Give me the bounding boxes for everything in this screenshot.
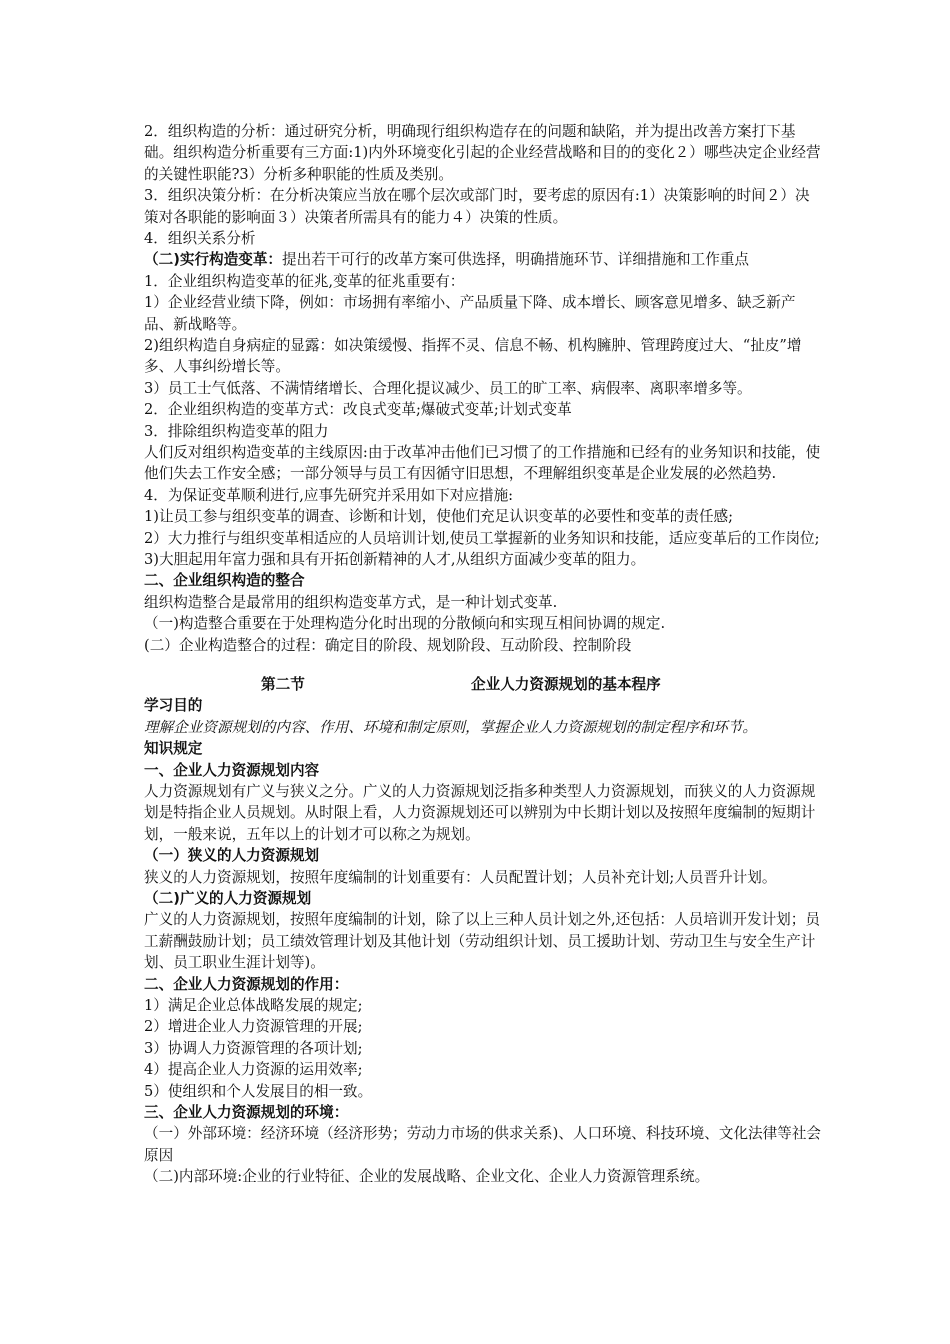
heading-hr-role: 二、企业人力资源规划的作用：: [144, 975, 349, 993]
list-item-role: 3）协调人力资源管理的各项计划;: [144, 1039, 363, 1057]
heading-hr-content: 一、企业人力资源规划内容: [144, 761, 320, 779]
paragraph-integration-2: (二）企业构造整合的过程：确定目的阶段、规划阶段、互动阶段、控制阶段: [144, 636, 632, 654]
list-item-sign-1: 1）企业经营业绩下降，例如：市场拥有率缩小、产品质量下降、成本增长、顾客意见增多、缺乏新产品、新战略等。: [144, 294, 796, 333]
paragraph-external-env: （一）外部环境：经济环境（经济形势；劳动力市场的供求关系)、人口环境、科技环境、文化法律等社会原因: [144, 1125, 822, 1164]
list-item-sign-3: 3）员工士气低落、不满情绪增长、合理化提议减少、员工的旷工率、病假率、离职率增多等。: [144, 379, 752, 397]
section-number: 第二节: [261, 676, 305, 693]
heading-broad-plan: （二)广义的人力资源规划: [144, 889, 312, 907]
reform-heading: （二)实行构造变革：: [144, 251, 283, 269]
paragraph-learning-goal: 理解企业资源规划的内容、作用、环境和制定原则，掌握企业人力资源规划的制定程序和环节。: [144, 718, 757, 736]
paragraph-reform-modes: 2．企业组织构造的变革方式：改良式变革;爆破式变革;计划式变革: [144, 401, 572, 419]
list-item-role: 1）满足企业总体战略发展的规定;: [144, 996, 363, 1014]
list-item-measure-1: 1)让员工参与组织变革的调查、诊断和计划，使他们充足认识变革的必要性和变革的责任感;: [144, 508, 734, 526]
heading-learning-goal: 学习目的: [144, 697, 203, 715]
heading-hr-environment: 三、企业人力资源规划的环境：: [144, 1103, 349, 1121]
paragraph-relation-analysis: 4．组织关系分析: [144, 230, 256, 248]
list-item-measure-3: 3)大胆起用年富力强和具有开拓创新精神的人才,从组织方面减少变革的阻力。: [144, 551, 646, 569]
section-title: [144, 674, 824, 695]
document-page: [144, 121, 824, 1188]
list-item-sign-2: 2)组织构造自身病症的显露：如决策缓慢、指挥不灵、信息不畅、机构臃肿、管理跨度过大、“扯皮”增多、人事纠纷增长等。: [144, 337, 802, 376]
reform-text: 提出若干可行的改革方案可供选择，明确措施环节、详细措施和工作重点: [282, 251, 750, 269]
list-item-role: 5）使组织和个人发展目的相一致。: [144, 1082, 373, 1100]
heading-knowledge: 知识规定: [144, 740, 203, 758]
paragraph-structure-analysis: 2．组织构造的分析：通过研究分析，明确现行组织构造存在的问题和缺陷，并为提出改善方案打下基础。组织构造分析重要有三方面:1)内外环境变化引起的企业经营战略和目的的变化２）哪些决定企业经营的关键性职能?3）分析多种职能的性质及类别。: [144, 123, 821, 183]
paragraph-resistance-text: 人们反对组织构造变革的主线原因:由于改革冲击他们已习惯了的工作措施和已经有的业务知识和技能，使他们失去工作安全感；一部分领导与员工有因循守旧思想，不理解组织变革是企业发展的必然趋势.: [144, 444, 821, 483]
paragraph-signs-intro: 1．企业组织构造变革的征兆,变革的征兆重要有：: [144, 272, 465, 290]
paragraph-hr-content: 人力资源规划有广义与狭义之分。广义的人力资源规划泛指多种类型人力资源规划，而狭义的人力资源规划是特指企业人员规划。从时限上看，人力资源规划还可以辨别为中长期计划以及按照年度编制的短期计划，一般来说，五年以上的计划才可以称之为规划。: [144, 782, 816, 843]
paragraph-reform: [144, 249, 824, 270]
paragraph-narrow-plan: 狭义的人力资源规划，按照年度编制的计划重要有：人员配置计划；人员补充计划;人员晋升计划。: [144, 868, 777, 886]
paragraph-integration-def: 组织构造整合是最常用的组织构造变革方式，是一种计划式变革.: [144, 593, 558, 611]
paragraph-measures-intro: 4．为保证变革顺利进行,应事先研究并采用如下对应措施:: [144, 486, 514, 504]
list-item-measure-2: 2）大力推行与组织变革相适应的人员培训计划,使员工掌握新的业务知识和技能，适应变革后的工作岗位;: [144, 529, 820, 547]
paragraph-internal-env: （二)内部环境:企业的行业特征、企业的发展战略、企业文化、企业人力资源管理系统。: [144, 1168, 710, 1186]
list-item-role: 4）提高企业人力资源的运用效率;: [144, 1061, 363, 1079]
paragraph-resistance-heading: 3．排除组织构造变革的阻力: [144, 422, 329, 440]
paragraph-decision-analysis: 3．组织决策分析：在分析决策应当放在哪个层次或部门时，要考虑的原因有:1）决策影响的时间２）决策对各职能的影响面３）决策者所需具有的能力４）决策的性质。: [144, 187, 810, 226]
heading-narrow-plan: （一）狭义的人力资源规划: [144, 847, 320, 865]
section-gap: [144, 656, 824, 674]
heading-integration: 二、企业组织构造的整合: [144, 572, 305, 590]
list-item-role: 2）增进企业人力资源管理的开展;: [144, 1018, 363, 1036]
section-title-text: 企业人力资源规划的基本程序: [471, 676, 661, 693]
paragraph-broad-plan: 广义的人力资源规划，按照年度编制的计划，除了以上三种人员计划之外,还包括：人员培训开发计划；员工薪酬鼓励计划；员工绩效管理计划及其他计划（劳动组织计划、员工援助计划、劳动卫生与安全生产计划、员工职业生涯计划等)。: [144, 911, 820, 972]
paragraph-integration-1: （一)构造整合重要在于处理构造分化时出现的分散倾向和实现互相间协调的规定.: [144, 615, 666, 633]
